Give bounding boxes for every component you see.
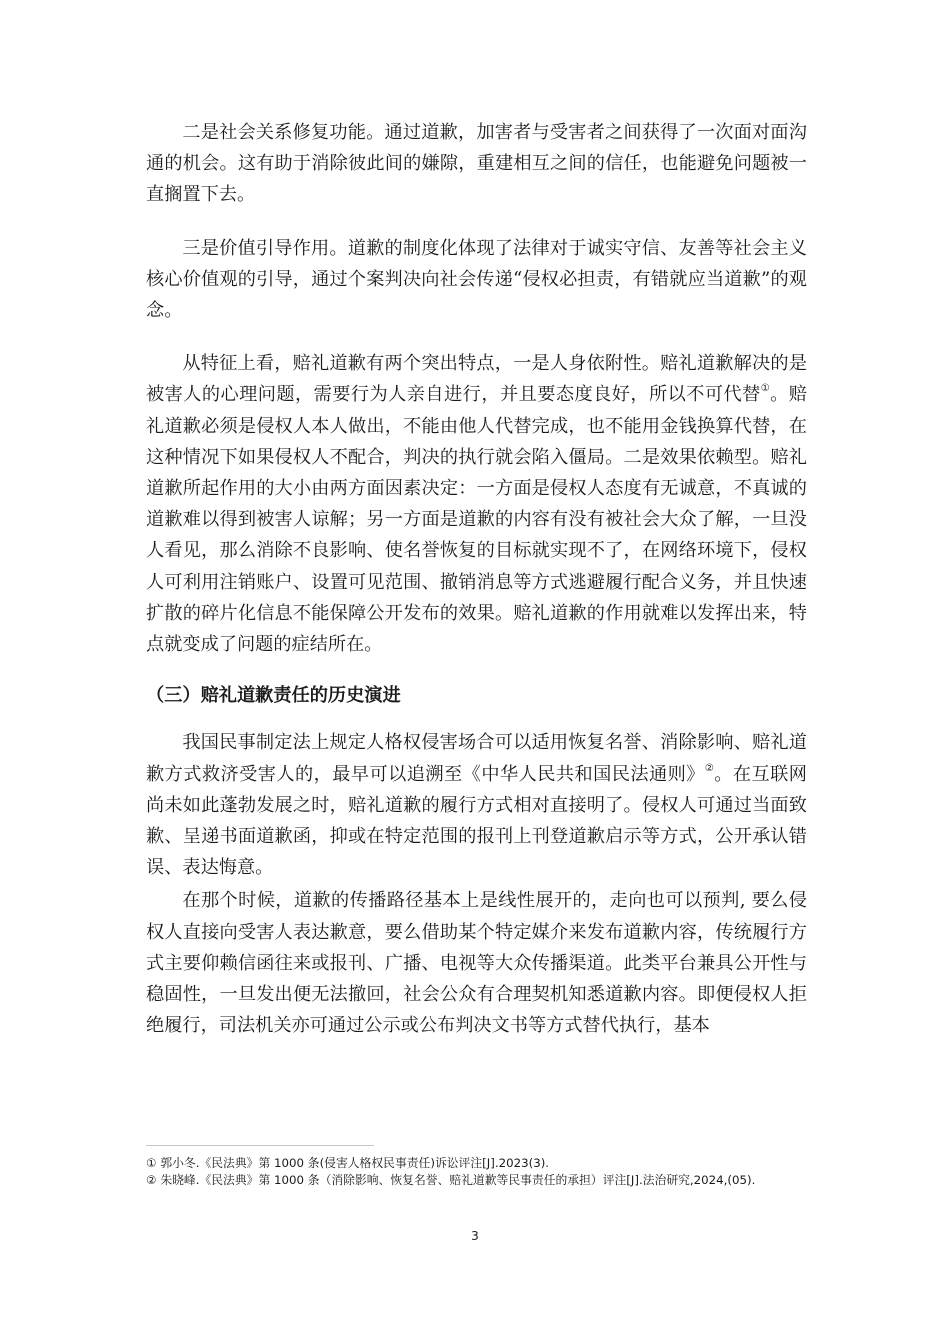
paragraph-history-part1: 我国民事制定法上规定人格权侵害场合可以适用恢复名誉、消除影响、赔礼道歉方式救济受害人的，最早可以追溯至《中华人民共和国民法通则》 xyxy=(146,732,807,785)
paragraph-characteristics xyxy=(146,348,807,660)
paragraph-history-part2: 。在互联网尚未如此蓬勃发展之时，赔礼道歉的履行方式相对直接明了。侵权人可通过当面致歉、呈递书面道歉函，抑或在特定范围的报刊上刊登道歉启示等方式，公开承认错误、表达悔意。 xyxy=(146,763,807,879)
paragraph-traditional-channels: 在那个时候，道歉的传播路径基本上是线性展开的，走向也可以预判, 要么侵权人直接向受害人表达歉意，要么借助某个特定媒介来发布道歉内容，传统履行方式主要仰赖信函往来或报刊、广播、电视等大众传播渠道。此类平台兼具公开性与稳固性，一旦发出便无法撤回，社会公众有合理契机知悉道歉内容。即便侵权人拒绝履行，司法机关亦可通过公示或公布判决文书等方式替代执行，基本 xyxy=(146,890,807,1037)
paragraph-social-repair: 二是社会关系修复功能。通过道歉，加害者与受害者之间获得了一次面对面沟通的机会。这有助于消除彼此间的嫌隙，重建相互之间的信任，也能避免问题被一直搁置下去。 xyxy=(146,122,807,206)
footnotes xyxy=(146,1155,807,1189)
paragraph-history xyxy=(146,727,807,883)
body-text xyxy=(146,117,807,1041)
footnote-ref-2: ② xyxy=(704,762,715,774)
paragraph-characteristics-part1: 从特征上看，赔礼道歉有两个突出特点，一是人身依附性。赔礼道歉解决的是被害人的心理问题，需要行为人亲自进行，并且要态度良好，所以不可代替 xyxy=(146,353,807,406)
paragraph-value-guidance: 三是价值引导作用。道歉的制度化体现了法律对于诚实守信、友善等社会主义核心价值观的引导，通过个案判决向社会传递“侵权必担责，有错就应当道歉”的观念。 xyxy=(146,237,807,322)
footnote-divider xyxy=(146,1145,374,1146)
footnote-1: ① 郭小冬.《民法典》第 1000 条(侵害人格权民事责任)诉讼评注[J].2023(3). xyxy=(146,1156,550,1170)
footnote-ref-1: ① xyxy=(760,383,771,395)
page-number: 3 xyxy=(471,1229,479,1243)
footnote-2: ② 朱晓峰.《民法典》第 1000 条（消除影响、恢复名誉、赔礼道歉等民事责任的承担）评注[J].法治研究,2024,(05). xyxy=(146,1173,756,1187)
paragraph-characteristics-part2: 。赔礼道歉必须是侵权人本人做出，不能由他人代替完成，也不能用金钱换算代替，在这种情况下如果侵权人不配合，判决的执行就会陷入僵局。二是效果依赖型。赔礼道歉所起作用的大小由两方面因素决定：一方面是侵权人态度有无诚意，不真诚的道歉难以得到被害人谅解；另一方面是道歉的内容有没有被社会大众了解，一旦没人看见，那么消除不良影响、使名誉恢复的目标就实现不了，在网络环境下，侵权人可利用注销账户、设置可见范围、撤销消息等方式逃避履行配合义务，并且快速扩散的碎片化信息不能保障公开发布的效果。赔礼道歉的作用就难以发挥出来，特点就变成了问题的症结所在。 xyxy=(146,384,807,656)
section-heading: （三）赔礼道歉责任的历史演进 xyxy=(146,685,401,707)
